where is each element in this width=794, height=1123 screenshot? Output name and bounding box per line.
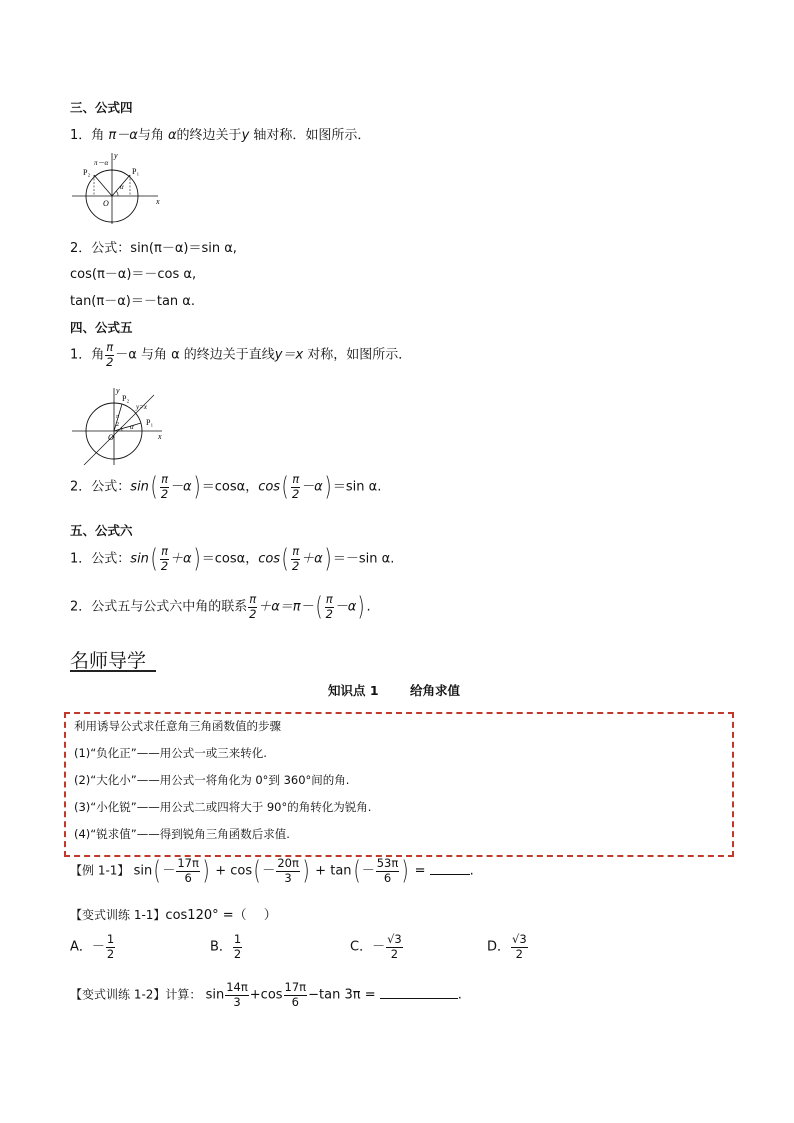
paren: ( (150, 544, 158, 574)
variant-1-2 (70, 982, 462, 1008)
formula-label: 公式： (91, 241, 131, 256)
fn-sin: sin (130, 479, 149, 495)
label-pi: π (116, 414, 120, 420)
step-item: (4)“锐求值”——得到锐角三角函数后求值. (74, 827, 290, 841)
label-x: x (156, 197, 160, 206)
label-p2: P₂ (83, 168, 91, 177)
variant-label: 【变式训练 1-2】 (70, 987, 166, 1002)
paren: ( (150, 472, 158, 502)
fraction: $\frac{14\pi}{3}$ (226, 980, 248, 1009)
section-underline (70, 670, 156, 672)
option-fraction: $\frac{1}{2}$ (233, 932, 242, 961)
option-c[interactable] (350, 934, 404, 960)
plus-alpha: ＋α (170, 551, 192, 567)
text: 公式五与公式六中角的联系 (91, 599, 248, 615)
item-number: 2． (70, 241, 92, 256)
paren: ) (202, 856, 210, 886)
paren: ) (324, 472, 332, 502)
fraction-pi-over-2: $\frac{\pi}{2}$ (106, 340, 114, 369)
fraction-pi-over-2: $\frac{\pi}{2}$ (249, 592, 257, 621)
heading-formula-6: 五、公式六 (70, 523, 133, 538)
variant-question: cos120° =（ ） (165, 908, 277, 923)
terminal-side-p2 (94, 175, 112, 196)
fraction: $\frac{17\pi}{6}$ (177, 856, 199, 885)
fn-sin: sin (133, 863, 153, 879)
step-item: (2)“大化小”——用公式一将角化为 0°到 360°间的角. (74, 773, 350, 787)
heading-formula-4: 三、公式四 (70, 100, 133, 115)
paren: ( (153, 856, 161, 886)
formula-label: 公式： (91, 551, 131, 567)
fraction: $\frac{53\pi}{6}$ (376, 856, 399, 885)
formula4-item2-line1 (70, 237, 237, 256)
fn-sin: sin (130, 551, 149, 567)
text: －α 与角 α 的终边关于直线 (115, 347, 275, 363)
label-y-equals-x: y=x (136, 403, 147, 411)
option-fraction: $\frac{√3}{2}$ (387, 932, 402, 961)
option-letter: D． (487, 939, 511, 955)
equals-sin: ＝sin α. (332, 479, 382, 495)
period: . (366, 599, 371, 615)
plus-sign: + (215, 863, 227, 879)
fn-cos: cos (258, 551, 281, 567)
fraction-pi-over-2: $\frac{\pi}{2}$ (325, 592, 333, 621)
option-fraction: $\frac{1}{2}$ (106, 932, 115, 961)
paren: ) (193, 544, 201, 574)
fraction: $\frac{17\pi}{6}$ (284, 980, 307, 1009)
text: 角 (91, 347, 105, 363)
option-letter: B． (210, 939, 232, 955)
option-letter: A． (70, 939, 92, 955)
fn-tan: tan (330, 863, 352, 879)
label-pi-minus-alpha: π－α (94, 159, 109, 167)
math-expr: π－α (108, 128, 138, 143)
paren: ) (357, 592, 365, 622)
equals-cos: ＝cosα， (201, 551, 259, 567)
equals-neg-sin: ＝－sin α. (332, 551, 395, 567)
label-x: x (158, 432, 162, 441)
text: 角 (91, 128, 109, 143)
label-p1: P₁ (146, 418, 154, 427)
item-number: 2． (70, 479, 92, 495)
paren: ) (324, 544, 332, 574)
answer-blank[interactable] (380, 998, 458, 999)
fraction: $\frac{20\pi}{3}$ (277, 856, 299, 885)
formula: sin(π－α)＝sin α, (130, 241, 237, 256)
option-sign: － (372, 939, 386, 955)
math-expr: y＝x (274, 347, 304, 363)
math-expr: y (241, 128, 250, 143)
label-origin: O (108, 433, 114, 442)
formula6-item1 (70, 546, 394, 572)
item-number: 1． (70, 128, 92, 143)
variant-label: 【变式训练 1-1】 (70, 908, 166, 922)
formula-label: 公式： (91, 479, 131, 495)
label-y: y (114, 151, 118, 160)
minus-alpha: －α (170, 479, 192, 495)
minus-sign: － (361, 863, 375, 879)
plus-sign: + (249, 987, 261, 1003)
formula4-item2-line3: tan(π－α)＝－tan α. (70, 294, 195, 309)
paren: ( (281, 544, 289, 574)
minus-alpha: －α (301, 479, 323, 495)
formula4-item2-line2: cos(π－α)＝－cos α, (70, 267, 197, 282)
formula5-item2 (70, 474, 381, 500)
example-label: 【例 1-1】 (70, 863, 130, 878)
period: . (469, 863, 474, 879)
math-expr: ＋α＝π－ (258, 599, 314, 615)
equals-cos: ＝cosα， (201, 479, 259, 495)
minus-sign: － (262, 863, 276, 879)
fn-cos: cos (260, 987, 283, 1003)
formula4-item1 (70, 124, 370, 143)
angle-arc (116, 191, 118, 196)
variant-1-1 (70, 904, 277, 923)
option-d[interactable] (487, 934, 529, 960)
variant-prompt: 计算： (165, 987, 202, 1002)
steps-box (64, 712, 734, 857)
option-fraction: $\frac{√3}{2}$ (512, 932, 527, 961)
fraction-pi-over-2: $\frac{\pi}{2}$ (292, 544, 300, 573)
option-sign: － (91, 939, 105, 955)
fn-sin: sin (205, 987, 225, 1003)
steps-box-title: 利用诱导公式求任意角三角函数值的步骤 (74, 719, 281, 733)
tan-3pi: tan 3π (319, 987, 361, 1003)
option-a[interactable] (70, 934, 116, 960)
paren: ( (315, 592, 323, 622)
step-item: (3)“小化锐”——用公式二或四将大于 90°的角转化为锐角. (74, 800, 372, 814)
paren: ( (281, 472, 289, 502)
heading-formula-5: 四、公式五 (70, 320, 133, 335)
example-1-1 (70, 858, 474, 884)
text: 的终边关于 (176, 128, 242, 143)
paren: ) (193, 472, 201, 502)
fraction-pi-over-2: $\frac{\pi}{2}$ (160, 472, 169, 501)
text: 与角 (137, 128, 168, 143)
unit-circle-figure-formula-4 (70, 148, 165, 226)
minus-alpha: －α (334, 599, 357, 615)
answer-blank[interactable] (430, 874, 470, 875)
fn-cos: cos (258, 479, 281, 495)
option-b[interactable] (210, 934, 243, 960)
item-number: 1． (70, 551, 92, 567)
option-letter: C． (350, 939, 373, 955)
label-p1: P₁ (132, 167, 140, 176)
text: 对称，如图所示． (303, 347, 412, 363)
label-origin: O (103, 199, 109, 208)
knowledge-point-title: 给角求值 (410, 683, 461, 698)
minus-sign: － (162, 863, 176, 879)
label-y: y (116, 386, 120, 395)
text: 轴对称．如图所示． (249, 128, 371, 143)
step-item: (1)“负化正”——用公式一或三来转化. (74, 746, 267, 760)
plus-sign: + (315, 863, 327, 879)
fraction-pi-over-2: $\frac{\pi}{2}$ (292, 472, 300, 501)
equals-sign: = (414, 863, 426, 879)
period: . (457, 987, 462, 1003)
item-number: 1． (70, 347, 92, 363)
knowledge-point-label: 知识点 1 (328, 683, 379, 698)
paren: ) (302, 856, 310, 886)
paren: ( (253, 856, 261, 886)
math-expr: α (167, 128, 177, 143)
paren: ( (353, 856, 361, 886)
equals-sign: = (364, 987, 376, 1003)
label-p2: P₂ (122, 394, 130, 403)
fn-cos: cos (230, 863, 253, 879)
minus-sign: − (308, 987, 320, 1003)
formula6-item2 (70, 594, 371, 620)
label-two: 2 (116, 422, 119, 428)
plus-alpha: ＋α (301, 551, 323, 567)
label-alpha: α (130, 423, 134, 431)
unit-circle-figure-formula-5 (70, 385, 170, 467)
fraction-pi-over-2: $\frac{\pi}{2}$ (160, 544, 169, 573)
item-number: 2． (70, 599, 92, 615)
section-title: 名师导学 (70, 650, 147, 672)
formula5-item1 (70, 342, 411, 368)
label-alpha: α (120, 183, 124, 191)
paren: ) (401, 856, 409, 886)
